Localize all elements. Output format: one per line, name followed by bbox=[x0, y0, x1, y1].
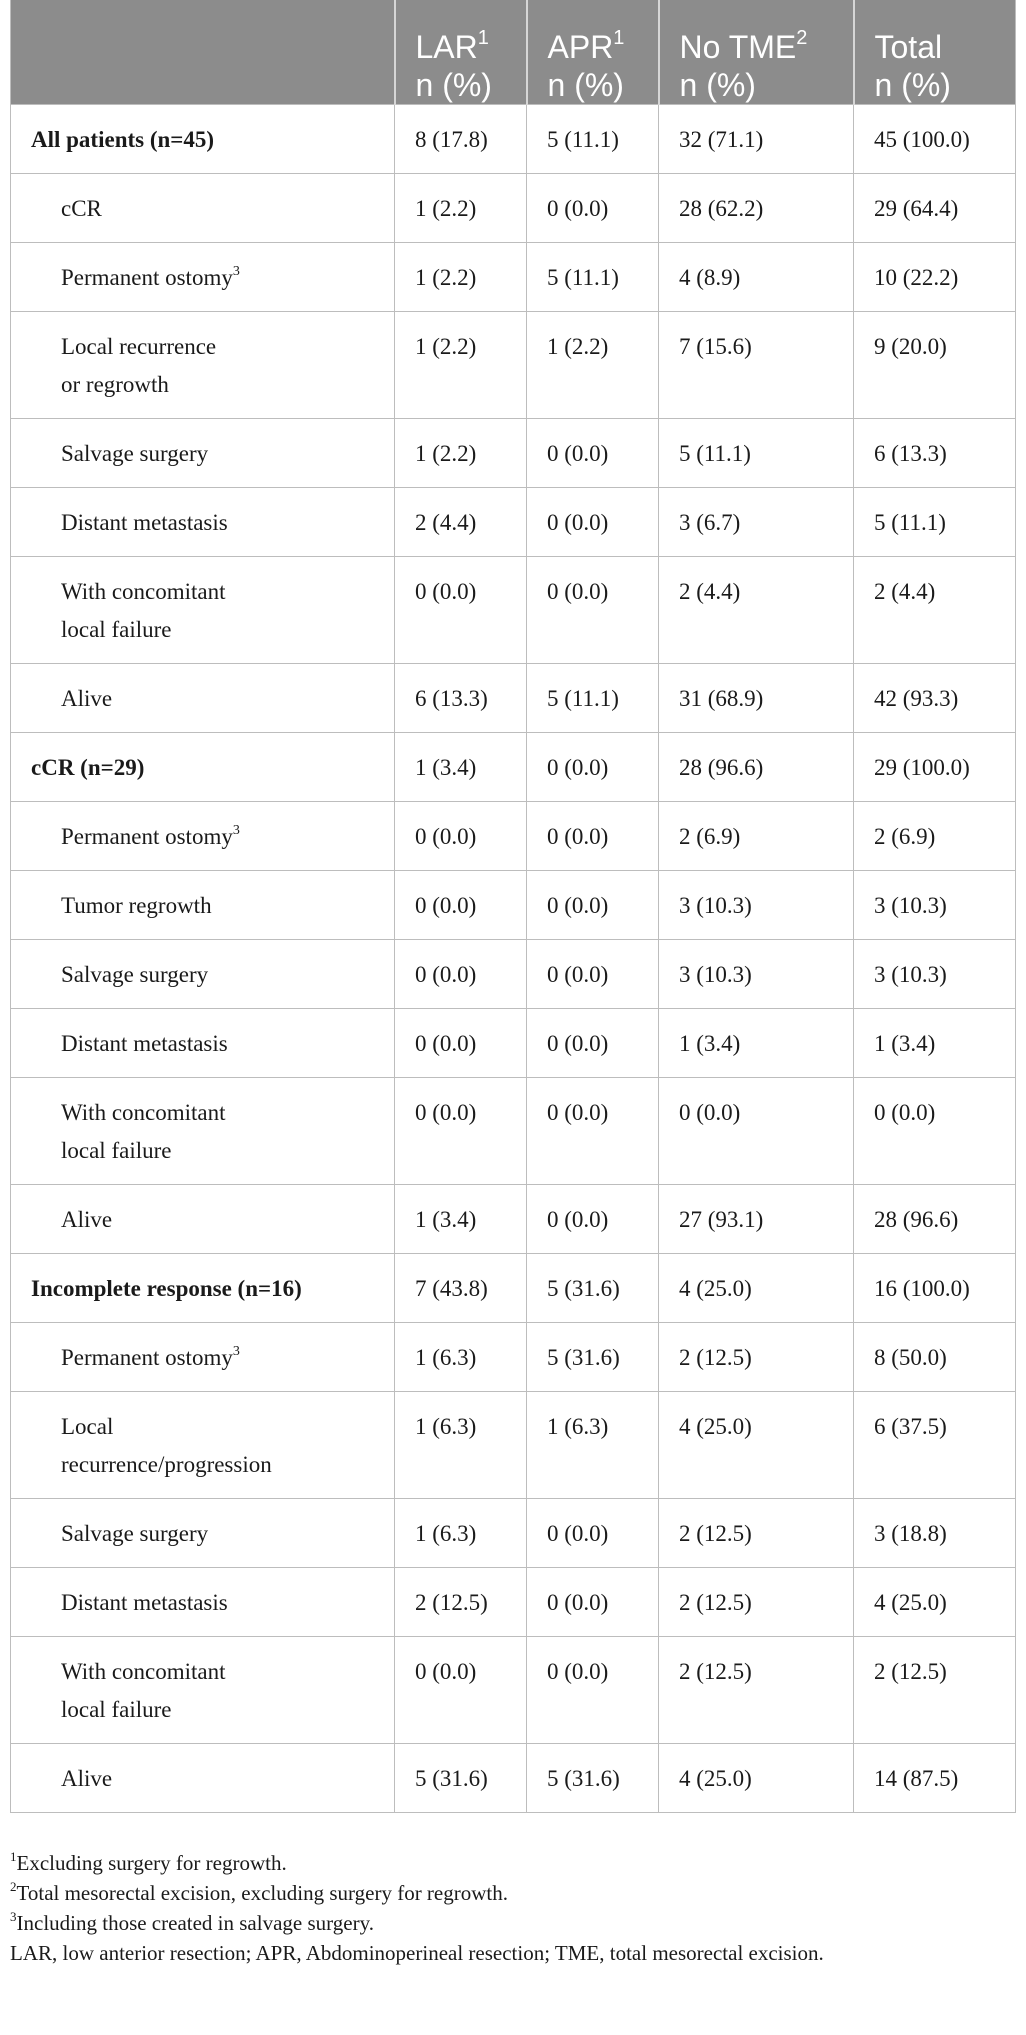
footnote-2 bbox=[10, 1878, 1015, 1908]
row-label-cell bbox=[11, 940, 395, 1009]
value-cell: 45 (100.0) bbox=[854, 105, 1016, 174]
row-label-footnote-marker: 3 bbox=[232, 823, 240, 838]
value-cell: 0 (0.0) bbox=[395, 1009, 527, 1078]
row-label-cell bbox=[11, 1499, 395, 1568]
row-label: cCR bbox=[61, 196, 102, 221]
value-cell: 3 (10.3) bbox=[854, 871, 1016, 940]
row-label-cell bbox=[11, 105, 395, 174]
row-label: Distant metastasis bbox=[61, 510, 228, 535]
column-header-title: LAR bbox=[415, 29, 478, 65]
row-label: local failure bbox=[61, 617, 172, 642]
value-cell: 5 (11.1) bbox=[659, 419, 854, 488]
value-cell: 28 (96.6) bbox=[854, 1185, 1016, 1254]
table-footnotes bbox=[10, 1848, 1015, 1968]
row-label: Distant metastasis bbox=[61, 1031, 228, 1056]
value-cell: 0 (0.0) bbox=[395, 1078, 527, 1185]
value-cell: 7 (43.8) bbox=[395, 1254, 527, 1323]
column-header-unit: n (%) bbox=[874, 67, 951, 103]
table-row bbox=[11, 312, 1016, 419]
table-body bbox=[11, 105, 1016, 1813]
footnote-1 bbox=[10, 1848, 1015, 1878]
row-label-cell bbox=[11, 243, 395, 312]
value-cell: 5 (11.1) bbox=[527, 664, 659, 733]
footnote-text: Total mesorectal excision, excluding surgery for regrowth. bbox=[16, 1881, 508, 1905]
table-row bbox=[11, 1637, 1016, 1744]
table-row bbox=[11, 105, 1016, 174]
value-cell: 0 (0.0) bbox=[395, 871, 527, 940]
value-cell: 31 (68.9) bbox=[659, 664, 854, 733]
row-label-cell bbox=[11, 1744, 395, 1813]
table-row bbox=[11, 1078, 1016, 1185]
row-label: Salvage surgery bbox=[61, 441, 209, 466]
table-row bbox=[11, 1254, 1016, 1323]
table-row bbox=[11, 1568, 1016, 1637]
value-cell: 3 (18.8) bbox=[854, 1499, 1016, 1568]
value-cell: 0 (0.0) bbox=[527, 488, 659, 557]
results-table-container bbox=[10, 0, 1015, 1813]
value-cell: 2 (12.5) bbox=[395, 1568, 527, 1637]
row-label: With concomitant bbox=[61, 579, 226, 604]
value-cell: 4 (25.0) bbox=[659, 1254, 854, 1323]
value-cell: 1 (6.3) bbox=[395, 1323, 527, 1392]
results-table bbox=[10, 0, 1016, 1813]
row-label-cell bbox=[11, 1185, 395, 1254]
value-cell: 0 (0.0) bbox=[527, 1078, 659, 1185]
value-cell: 0 (0.0) bbox=[854, 1078, 1016, 1185]
row-label: local failure bbox=[61, 1138, 172, 1163]
table-row bbox=[11, 174, 1016, 243]
value-cell: 1 (3.4) bbox=[854, 1009, 1016, 1078]
value-cell: 0 (0.0) bbox=[395, 557, 527, 664]
row-label: Distant metastasis bbox=[61, 1590, 228, 1615]
footnote-marker: 3 bbox=[10, 1909, 17, 1924]
value-cell: 0 (0.0) bbox=[395, 1637, 527, 1744]
value-cell: 32 (71.1) bbox=[659, 105, 854, 174]
footnote-text: Including those created in salvage surgery. bbox=[16, 1911, 374, 1935]
column-header-0 bbox=[11, 0, 395, 105]
value-cell: 1 (2.2) bbox=[395, 243, 527, 312]
row-label: All patients (n=45) bbox=[31, 127, 215, 152]
row-label-cell bbox=[11, 174, 395, 243]
table-header bbox=[11, 0, 1016, 105]
value-cell: 14 (87.5) bbox=[854, 1744, 1016, 1813]
value-cell: 2 (12.5) bbox=[659, 1568, 854, 1637]
footnote-marker: 2 bbox=[10, 1879, 17, 1894]
row-label: Salvage surgery bbox=[61, 962, 209, 987]
table-row bbox=[11, 940, 1016, 1009]
column-header-footnote-marker: 1 bbox=[613, 27, 625, 49]
value-cell: 8 (17.8) bbox=[395, 105, 527, 174]
value-cell: 5 (31.6) bbox=[527, 1254, 659, 1323]
value-cell: 2 (4.4) bbox=[395, 488, 527, 557]
value-cell: 1 (2.2) bbox=[527, 312, 659, 419]
value-cell: 1 (3.4) bbox=[395, 733, 527, 802]
column-header-footnote-marker: 2 bbox=[796, 27, 808, 49]
column-header-4 bbox=[854, 0, 1016, 105]
value-cell: 1 (2.2) bbox=[395, 419, 527, 488]
value-cell: 3 (6.7) bbox=[659, 488, 854, 557]
value-cell: 0 (0.0) bbox=[527, 1568, 659, 1637]
value-cell: 16 (100.0) bbox=[854, 1254, 1016, 1323]
row-label: Alive bbox=[61, 1207, 113, 1232]
value-cell: 2 (12.5) bbox=[659, 1323, 854, 1392]
value-cell: 1 (3.4) bbox=[395, 1185, 527, 1254]
row-label-cell bbox=[11, 557, 395, 664]
row-label: cCR (n=29) bbox=[31, 755, 145, 780]
table-row bbox=[11, 871, 1016, 940]
value-cell: 5 (31.6) bbox=[527, 1323, 659, 1392]
value-cell: 0 (0.0) bbox=[527, 1009, 659, 1078]
table-row bbox=[11, 664, 1016, 733]
row-label-cell bbox=[11, 488, 395, 557]
column-header-unit: n (%) bbox=[547, 67, 624, 103]
row-label-cell bbox=[11, 733, 395, 802]
value-cell: 7 (15.6) bbox=[659, 312, 854, 419]
column-header-title: Total bbox=[874, 29, 943, 65]
value-cell: 10 (22.2) bbox=[854, 243, 1016, 312]
row-label: Alive bbox=[61, 686, 113, 711]
row-label: With concomitant bbox=[61, 1100, 226, 1125]
table-row bbox=[11, 1499, 1016, 1568]
row-label: Permanent ostomy bbox=[61, 824, 233, 849]
row-label-footnote-marker: 3 bbox=[232, 264, 240, 279]
row-label-cell bbox=[11, 664, 395, 733]
value-cell: 9 (20.0) bbox=[854, 312, 1016, 419]
value-cell: 0 (0.0) bbox=[527, 1637, 659, 1744]
row-label-cell bbox=[11, 1323, 395, 1392]
row-label: Salvage surgery bbox=[61, 1521, 209, 1546]
value-cell: 0 (0.0) bbox=[527, 733, 659, 802]
column-header-title: APR bbox=[547, 29, 614, 65]
value-cell: 0 (0.0) bbox=[395, 802, 527, 871]
row-label-cell bbox=[11, 1568, 395, 1637]
table-row bbox=[11, 1009, 1016, 1078]
row-label-cell bbox=[11, 1637, 395, 1744]
value-cell: 1 (2.2) bbox=[395, 174, 527, 243]
table-row bbox=[11, 419, 1016, 488]
value-cell: 42 (93.3) bbox=[854, 664, 1016, 733]
value-cell: 0 (0.0) bbox=[527, 871, 659, 940]
value-cell: 2 (12.5) bbox=[659, 1637, 854, 1744]
value-cell: 0 (0.0) bbox=[527, 419, 659, 488]
value-cell: 29 (100.0) bbox=[854, 733, 1016, 802]
row-label: Permanent ostomy bbox=[61, 1345, 233, 1370]
value-cell: 1 (3.4) bbox=[659, 1009, 854, 1078]
table-row bbox=[11, 1323, 1016, 1392]
value-cell: 3 (10.3) bbox=[854, 940, 1016, 1009]
value-cell: 5 (31.6) bbox=[395, 1744, 527, 1813]
value-cell: 1 (6.3) bbox=[395, 1499, 527, 1568]
value-cell: 6 (37.5) bbox=[854, 1392, 1016, 1499]
value-cell: 0 (0.0) bbox=[527, 940, 659, 1009]
footnote-marker: 1 bbox=[10, 1849, 17, 1864]
row-label: Permanent ostomy bbox=[61, 265, 233, 290]
value-cell: 28 (96.6) bbox=[659, 733, 854, 802]
row-label: Tumor regrowth bbox=[61, 893, 212, 918]
footnote-text: Excluding surgery for regrowth. bbox=[16, 1851, 287, 1875]
row-label: Alive bbox=[61, 1766, 113, 1791]
row-label-cell bbox=[11, 1078, 395, 1185]
row-label-cell bbox=[11, 1392, 395, 1499]
value-cell: 0 (0.0) bbox=[527, 174, 659, 243]
value-cell: 0 (0.0) bbox=[527, 802, 659, 871]
value-cell: 0 (0.0) bbox=[395, 940, 527, 1009]
column-header-title: No TME bbox=[679, 29, 797, 65]
table-row bbox=[11, 488, 1016, 557]
abbreviations-note: LAR, low anterior resection; APR, Abdominoperineal resection; TME, total mesorectal excision. bbox=[10, 1941, 824, 1965]
value-cell: 6 (13.3) bbox=[395, 664, 527, 733]
table-row bbox=[11, 1185, 1016, 1254]
row-label: With concomitant bbox=[61, 1659, 226, 1684]
value-cell: 2 (4.4) bbox=[659, 557, 854, 664]
value-cell: 0 (0.0) bbox=[527, 557, 659, 664]
value-cell: 2 (12.5) bbox=[854, 1637, 1016, 1744]
row-label-cell bbox=[11, 419, 395, 488]
value-cell: 8 (50.0) bbox=[854, 1323, 1016, 1392]
value-cell: 4 (25.0) bbox=[659, 1392, 854, 1499]
column-header-unit: n (%) bbox=[679, 67, 756, 103]
value-cell: 2 (6.9) bbox=[659, 802, 854, 871]
value-cell: 2 (6.9) bbox=[854, 802, 1016, 871]
column-header-unit: n (%) bbox=[415, 67, 492, 103]
value-cell: 4 (25.0) bbox=[659, 1744, 854, 1813]
column-header-3 bbox=[659, 0, 854, 105]
row-label: Local recurrence bbox=[61, 334, 217, 359]
row-label-cell bbox=[11, 1009, 395, 1078]
value-cell: 28 (62.2) bbox=[659, 174, 854, 243]
table-row bbox=[11, 1392, 1016, 1499]
value-cell: 1 (6.3) bbox=[527, 1392, 659, 1499]
table-row bbox=[11, 733, 1016, 802]
value-cell: 3 (10.3) bbox=[659, 940, 854, 1009]
row-label-cell bbox=[11, 312, 395, 419]
value-cell: 5 (11.1) bbox=[854, 488, 1016, 557]
value-cell: 27 (93.1) bbox=[659, 1185, 854, 1254]
row-label: recurrence/progression bbox=[61, 1452, 272, 1477]
value-cell: 29 (64.4) bbox=[854, 174, 1016, 243]
row-label: Incomplete response (n=16) bbox=[31, 1276, 302, 1301]
value-cell: 0 (0.0) bbox=[659, 1078, 854, 1185]
value-cell: 3 (10.3) bbox=[659, 871, 854, 940]
table-row bbox=[11, 802, 1016, 871]
value-cell: 0 (0.0) bbox=[527, 1185, 659, 1254]
row-label-cell bbox=[11, 802, 395, 871]
value-cell: 6 (13.3) bbox=[854, 419, 1016, 488]
value-cell: 1 (6.3) bbox=[395, 1392, 527, 1499]
column-header-1 bbox=[395, 0, 527, 105]
value-cell: 2 (12.5) bbox=[659, 1499, 854, 1568]
value-cell: 1 (2.2) bbox=[395, 312, 527, 419]
row-label: or regrowth bbox=[61, 372, 169, 397]
row-label: Local bbox=[61, 1414, 114, 1439]
value-cell: 0 (0.0) bbox=[527, 1499, 659, 1568]
row-label-footnote-marker: 3 bbox=[232, 1344, 240, 1359]
value-cell: 5 (31.6) bbox=[527, 1744, 659, 1813]
column-header-2 bbox=[527, 0, 659, 105]
table-row bbox=[11, 557, 1016, 664]
header-row bbox=[11, 0, 1016, 105]
value-cell: 5 (11.1) bbox=[527, 105, 659, 174]
table-row bbox=[11, 243, 1016, 312]
value-cell: 5 (11.1) bbox=[527, 243, 659, 312]
column-header-footnote-marker: 1 bbox=[477, 27, 489, 49]
row-label: local failure bbox=[61, 1697, 172, 1722]
footnote-3 bbox=[10, 1908, 1015, 1938]
value-cell: 4 (8.9) bbox=[659, 243, 854, 312]
value-cell: 4 (25.0) bbox=[854, 1568, 1016, 1637]
table-row bbox=[11, 1744, 1016, 1813]
value-cell: 2 (4.4) bbox=[854, 557, 1016, 664]
row-label-cell bbox=[11, 1254, 395, 1323]
row-label-cell bbox=[11, 871, 395, 940]
